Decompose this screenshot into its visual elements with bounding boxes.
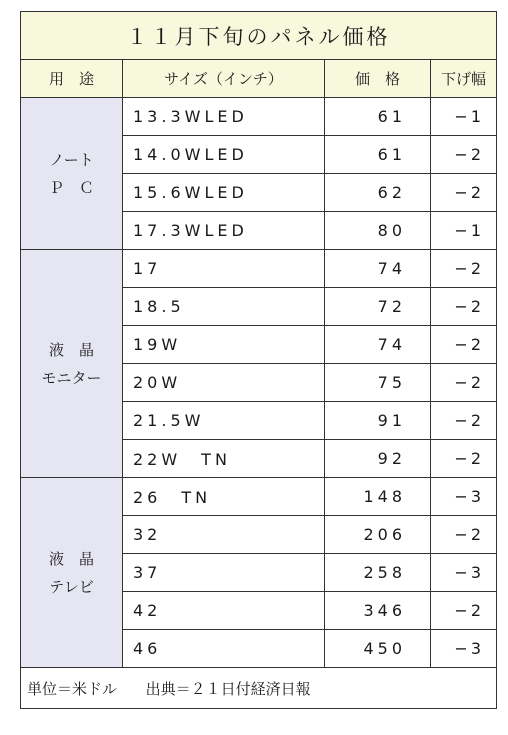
drop-cell: −1 (431, 98, 497, 136)
size-cell: 17.3WLED (123, 212, 325, 250)
price-cell: 72 (325, 288, 431, 326)
size-cell: 42 (123, 592, 325, 630)
drop-cell: −2 (431, 250, 497, 288)
price-cell: 80 (325, 212, 431, 250)
size-cell: 18.5 (123, 288, 325, 326)
size-cell: 17 (123, 250, 325, 288)
price-cell: 74 (325, 250, 431, 288)
size-cell: 32 (123, 516, 325, 554)
size-cell: 46 (123, 630, 325, 668)
price-cell: 74 (325, 326, 431, 364)
price-cell: 61 (325, 98, 431, 136)
price-cell: 206 (325, 516, 431, 554)
price-cell: 346 (325, 592, 431, 630)
price-cell: 91 (325, 402, 431, 440)
source-note: 出典＝２１日付経済日報 (145, 679, 311, 698)
drop-cell: −3 (431, 478, 497, 516)
table-title: １１月下旬のパネル価格 (21, 12, 497, 60)
price-cell: 75 (325, 364, 431, 402)
size-cell: 26 TN (123, 478, 325, 516)
drop-cell: −2 (431, 174, 497, 212)
size-cell: 21.5W (123, 402, 325, 440)
header-drop: 下げ幅 (431, 60, 497, 98)
drop-cell: −2 (431, 516, 497, 554)
drop-cell: −2 (431, 402, 497, 440)
size-cell: 37 (123, 554, 325, 592)
price-cell: 61 (325, 136, 431, 174)
drop-cell: −1 (431, 212, 497, 250)
category-cell (21, 478, 123, 668)
size-cell: 22W TN (123, 440, 325, 478)
price-cell: 148 (325, 478, 431, 516)
drop-cell: −2 (431, 440, 497, 478)
price-table (20, 11, 497, 709)
category-label-line2: Ｐ Ｃ (48, 178, 94, 197)
drop-cell: −2 (431, 288, 497, 326)
header-row (21, 60, 497, 98)
category-cell (21, 98, 123, 250)
size-cell: 15.6WLED (123, 174, 325, 212)
price-cell: 92 (325, 440, 431, 478)
drop-cell: −3 (431, 630, 497, 668)
table-body (21, 98, 497, 668)
drop-cell: −2 (431, 326, 497, 364)
unit-note: 単位＝米ドル (27, 679, 118, 698)
category-label-line1: 液 晶 (48, 340, 94, 359)
table-footer (21, 668, 497, 709)
drop-cell: −2 (431, 136, 497, 174)
category-label-line2: テレビ (49, 577, 94, 596)
price-cell: 62 (325, 174, 431, 212)
category-label-line1: ノート (49, 150, 94, 169)
size-cell: 13.3WLED (123, 98, 325, 136)
header-usage: 用 途 (21, 60, 123, 98)
size-cell: 14.0WLED (123, 136, 325, 174)
drop-cell: −3 (431, 554, 497, 592)
table-row (21, 250, 497, 288)
price-cell: 450 (325, 630, 431, 668)
drop-cell: −2 (431, 364, 497, 402)
category-label-line2: モニター (41, 368, 102, 387)
table-row (21, 478, 497, 516)
category-label-line1: 液 晶 (48, 549, 94, 568)
size-cell: 19W (123, 326, 325, 364)
drop-cell: −2 (431, 592, 497, 630)
category-cell (21, 250, 123, 478)
header-size: サイズ（インチ） (123, 60, 325, 98)
header-price: 価 格 (325, 60, 431, 98)
table-row (21, 98, 497, 136)
size-cell: 20W (123, 364, 325, 402)
price-table-panel (20, 11, 496, 709)
price-cell: 258 (325, 554, 431, 592)
